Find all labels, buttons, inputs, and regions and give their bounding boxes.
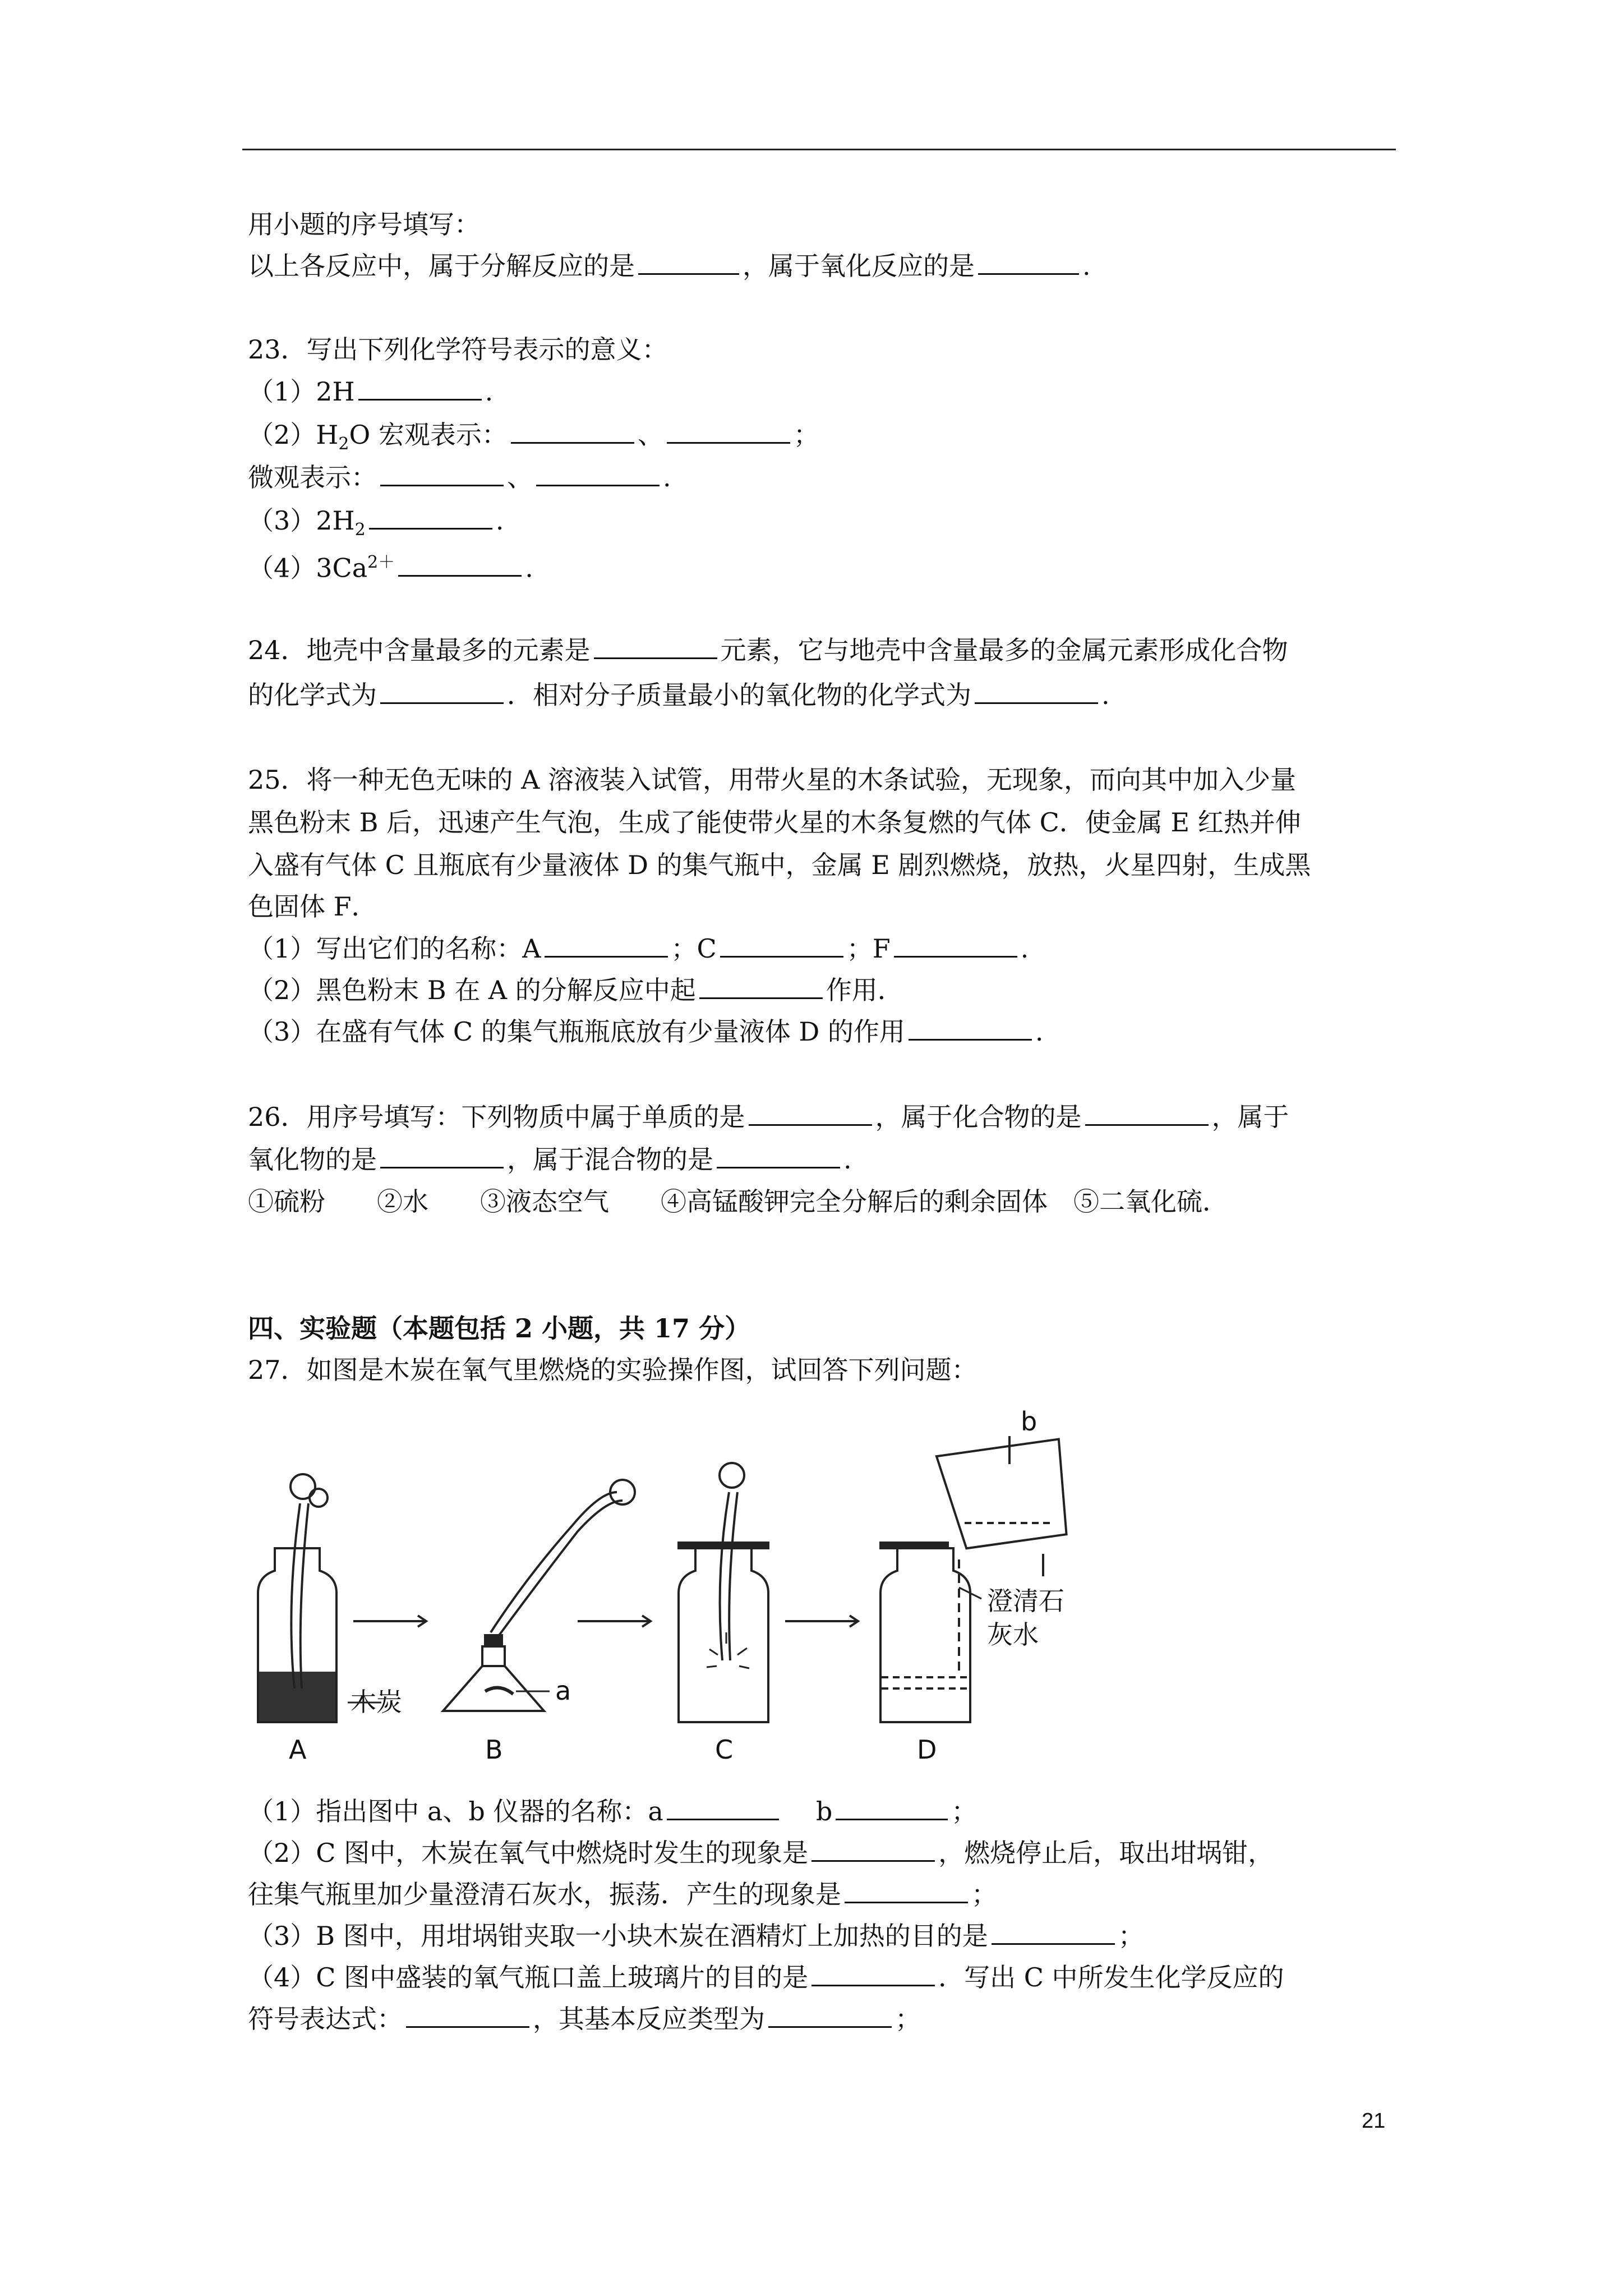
answer-blank[interactable]	[768, 2001, 892, 2028]
answer-blank[interactable]	[406, 2001, 529, 2028]
text-line: 入盛有气体 C 且瓶底有少量液体 D 的集气瓶中，金属 E 剧烈燃烧，放热，火星四射，生成黑	[248, 850, 1311, 880]
answer-blank[interactable]	[545, 931, 668, 958]
text-line: $(4)3Ca^{2+}$ .	[248, 546, 533, 585]
text-line: 往集气瓶里加少量澄清石灰水，振荡．产生的现象是 ；	[248, 1877, 997, 1911]
answer-blank[interactable]	[667, 1794, 779, 1820]
label-a: a	[555, 1676, 571, 1706]
question-26: 26．用序号填写：下列物质中属于单质的是 ，属于化合物的是 ，属于	[248, 1099, 1289, 1134]
answer-blank[interactable]	[511, 417, 634, 444]
text-line: $(2)H_2O$ 宏观表示： 、 ；	[248, 417, 819, 461]
answer-blank[interactable]	[699, 973, 823, 999]
label-b: b	[1021, 1408, 1038, 1437]
answer-blank[interactable]	[909, 1014, 1032, 1041]
text-line: 的化学式为 ．相对分子质量最小的氧化物的化学式为 .	[248, 678, 1110, 712]
question-24: 24．地壳中含量最多的元素是 元素，它与地壳中含量最多的金属元素形成化合物	[248, 633, 1288, 667]
answer-blank[interactable]	[717, 1142, 840, 1168]
answer-blank[interactable]	[811, 1960, 935, 1986]
answer-blank[interactable]	[978, 249, 1079, 275]
question-27: 27．如图是木炭在氧气里燃烧的实验操作图，试回答下列问题：	[248, 1355, 978, 1385]
text-line: （2）黑色粉末 B 在 A 的分解反应中起 作用．	[248, 973, 903, 1007]
text-line: 色固体 F．	[248, 891, 377, 922]
answer-blank[interactable]	[894, 931, 1017, 958]
answer-blank[interactable]	[638, 249, 739, 275]
question-25: 25．将一种无色无味的 A 溶液装入试管，用带火星的木条试验，无现象，而向其中加入少量	[248, 765, 1296, 795]
header-rule	[242, 149, 1396, 150]
text-line: （1）指出图中 a、b 仪器的名称：a b ；	[248, 1794, 977, 1828]
text-line: 黑色粉末 B 后，迅速产生气泡，生成了能使带火星的木条复燃的气体 C．使金属 E 红热并伸	[248, 807, 1301, 838]
answer-blank[interactable]	[992, 1918, 1115, 1945]
text-line: 用小题的序号填写：	[248, 209, 480, 240]
experiment-figure	[236, 1408, 1133, 1767]
figure-label-d: D	[917, 1734, 937, 1765]
answer-blank[interactable]	[845, 1877, 968, 1903]
section-heading: 四、实验题（本题包括 2 小题，共 17 分）	[248, 1313, 751, 1343]
text-line: （2）C 图中，木炭在氧气中燃烧时发生的现象是 ，燃烧停止后，取出坩埚钳，	[248, 1835, 1274, 1870]
text-line: （3）在盛有气体 C 的集气瓶瓶底放有少量液体 D 的作用 .	[248, 1014, 1043, 1048]
answer-blank[interactable]	[380, 460, 504, 486]
answer-blank[interactable]	[536, 460, 660, 486]
text-line: 以上各反应中，属于分解反应的是 ，属于氧化反应的是 .	[248, 249, 1091, 283]
question-23: 23．写出下列化学符号表示的意义：	[248, 334, 668, 365]
page-number: 21	[1362, 2109, 1386, 2133]
text-line: 微观表示： 、 .	[248, 460, 671, 494]
label-limewater-1: 澄清石	[987, 1586, 1064, 1616]
answer-blank[interactable]	[667, 417, 790, 444]
answer-blank[interactable]	[380, 678, 504, 704]
label-charcoal: 木炭	[351, 1687, 402, 1717]
answer-blank[interactable]	[1085, 1099, 1209, 1126]
answer-blank[interactable]	[369, 503, 492, 530]
text-line: （3）B 图中，用坩埚钳夹取一小块木炭在酒精灯上加热的目的是 ；	[248, 1918, 1144, 1953]
alcohol-lamp-b	[443, 1480, 635, 1711]
text-line: 氧化物的是 ，属于混合物的是 .	[248, 1142, 852, 1176]
bottle-d	[880, 1436, 1072, 1722]
answer-blank[interactable]	[749, 1099, 872, 1126]
label-limewater-2: 灰水	[987, 1619, 1039, 1650]
text-line: （4）C 图中盛装的氧气瓶口盖上玻璃片的目的是 ．写出 C 中所发生化学反应的	[248, 1960, 1284, 1994]
answer-blank[interactable]	[720, 931, 843, 958]
answer-blank[interactable]	[836, 1794, 948, 1820]
text-line: （1）写出它们的名称：A ；C ；F .	[248, 931, 1029, 965]
figure-label-b: B	[485, 1734, 503, 1765]
text-line: （1）2H .	[248, 374, 493, 408]
answer-blank[interactable]	[398, 550, 522, 577]
answer-blank[interactable]	[594, 633, 717, 659]
answer-blank[interactable]	[380, 1142, 504, 1168]
answer-blank[interactable]	[811, 1835, 935, 1862]
answer-blank[interactable]	[358, 374, 482, 401]
bottle-c	[679, 1463, 768, 1722]
bottle-a	[258, 1474, 336, 1722]
text-line: $(3)2H_2$ .	[248, 503, 504, 547]
figure-label-a: A	[289, 1734, 307, 1765]
answer-blank[interactable]	[975, 678, 1098, 704]
text-line: 符号表达式： ，其基本反应类型为 ；	[248, 2001, 921, 2036]
text-line: ①硫粉 ②水 ③液态空气 ④高锰酸钾完全分解后的剩余固体 ⑤二氧化硫．	[248, 1186, 1228, 1217]
figure-label-c: C	[715, 1734, 734, 1765]
